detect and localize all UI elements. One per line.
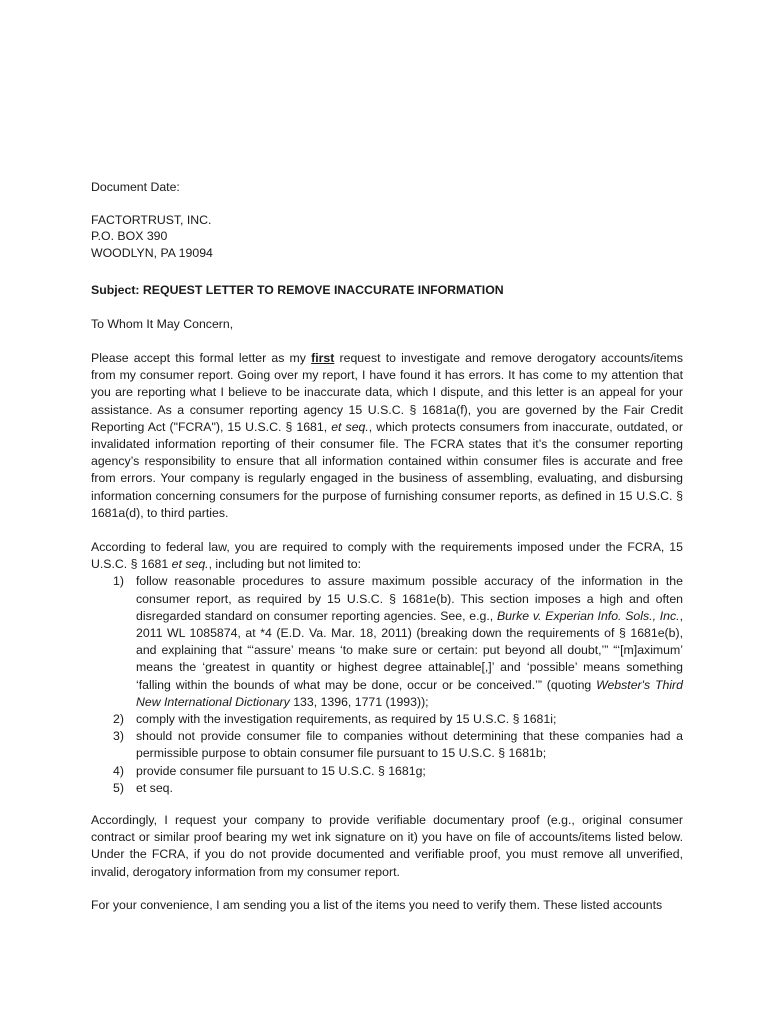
list-item — [91, 711, 683, 728]
requirements-list — [91, 573, 683, 797]
item1-text-b: , 2011 WL 1085874, at *4 (E.D. Va. Mar. 18, 2011) (breaking down the requirements of § 1681e(b), and explaining that “‘assure’ means ‘to make sure or certain: put beyond all doubt,’” “‘[m]aximum’ means the ‘greatest in quantity or highest degree attainable[,]’ and ‘possible’ means something ‘falling within the bounds of what may be done, occur or be conceived.’” (quoting — [136, 608, 683, 692]
item1-case-citation: Burke v. Experian Info. Sols., Inc. — [496, 608, 680, 623]
recipient-name: FACTORTRUST, INC. — [91, 213, 212, 227]
list-item — [91, 728, 683, 762]
para2-text-a: According to federal law, you are required to comply with the requirements imposed under the FCRA, 15 U.S.C. § 1681 — [91, 540, 683, 572]
emphasis-first: first — [311, 351, 335, 365]
letter-page — [91, 0, 683, 1024]
recipient-address-line3: WOODLYN, PA 19094 — [91, 245, 213, 260]
recipient-address-line2: P.O. BOX 390 — [91, 229, 168, 244]
para1-italic: et seq. — [331, 419, 369, 434]
item4-text: provide consumer file pursuant to 15 U.S.C. § 1681g; — [136, 763, 426, 778]
item3-text: should not provide consumer file to companies without determining that these companies had a permissible purpose to obtain consumer file pursuant to 15 U.S.C. § 1681b; — [136, 729, 683, 761]
paragraph-intro — [91, 350, 683, 522]
item1-dictionary-citation: Webster's Third New International Dictionary — [136, 677, 683, 709]
list-item-number: 5) — [113, 780, 124, 795]
list-item-number: 1) — [113, 574, 124, 589]
recipient-address — [91, 212, 683, 261]
item1-text-a: follow reasonable procedures to assure maximum possible accuracy of the information in the consumer report, as required by 15 U.S.C. § 1681e(b). This section imposes a high and often disregarded standard on consumer reporting agencies. See, e.g., — [136, 574, 683, 623]
paragraph-proof-request: Accordingly, I request your company to provide verifiable documentary proof (e.g., original consumer contract or similar proof bearing my wet ink signature on it) you have on file of accounts/items listed below. Under the FCRA, if you do not provide documented and verifiable proof, you must remove all unverified, invalid, derogatory information from my consumer report. — [91, 813, 683, 879]
para2-italic: et seq. — [171, 557, 209, 572]
list-item — [91, 780, 683, 797]
subject-line: Subject: REQUEST LETTER TO REMOVE INACCURATE INFORMATION — [91, 283, 504, 297]
para1-text-c: , which protects consumers from inaccurate, outdated, or invalidated information reporting of their consumer file. The FCRA states that it’s the consumer reporting agency’s responsibility to ensure that all information contained within consumer files is accurate and free from errors. Your company is regularly engaged in the business of assembling, evaluating, and disbursing information concerning consumers for the purpose of furnishing consumer reports, as defined in 15 U.S.C. § 1681a(d), to third parties. — [91, 419, 683, 520]
item5-text: et seq. — [136, 780, 173, 795]
item1-text-c: 133, 1396, 1771 (1993)); — [289, 694, 429, 709]
paragraph-requirements — [91, 539, 683, 797]
paragraph-item-list-intro: For your convenience, I am sending you a list of the items you need to verify them. These listed accounts — [91, 898, 663, 912]
list-item — [91, 573, 683, 711]
list-item-number: 4) — [113, 763, 124, 778]
list-item-number: 2) — [113, 712, 124, 727]
document-date-label: Document Date: — [91, 180, 180, 194]
para1-text-a: Please accept this formal letter as my — [91, 351, 312, 365]
list-item — [91, 763, 683, 780]
greeting: To Whom It May Concern, — [91, 317, 234, 331]
para1-text-b: request to investigate and remove derogatory accounts/items from my consumer report. Going over my report, I have found it has errors. It has come to my attention that you are reporting what I believe to be inaccurate data, which I dispute, and this letter is an appeal for your assistance. As a consumer reporting agency 15 U.S.C. § 1681a(f), you are governed by the Fair Credit Reporting Act ("FCRA"), 15 U.S.C. § 1681, — [91, 351, 683, 434]
item2-text: comply with the investigation requirements, as required by 15 U.S.C. § 1681i; — [136, 712, 557, 727]
para2-text-b: , including but not limited to: — [208, 557, 362, 572]
list-item-number: 3) — [113, 729, 124, 744]
para2-lead — [91, 539, 683, 573]
